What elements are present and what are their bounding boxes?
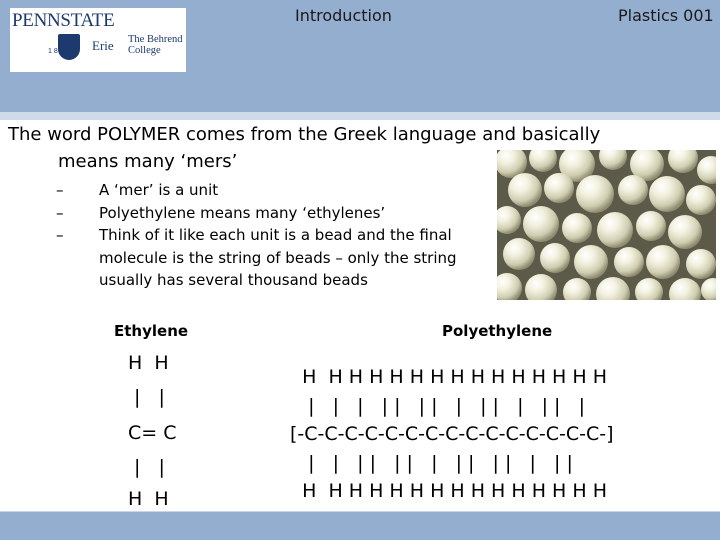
- ethylene-row: C= C: [128, 422, 177, 444]
- bullet-dash: –: [56, 181, 64, 199]
- ethylene-row: | |: [128, 456, 165, 478]
- list-item: [0, 179, 500, 202]
- logo-wordmark: PENNSTATE: [12, 10, 115, 31]
- list-item: [0, 202, 500, 225]
- ethylene-row: H H: [128, 488, 169, 510]
- header-stripe: [0, 112, 720, 120]
- ethylene-label: Ethylene: [114, 322, 189, 340]
- college-logo: [10, 8, 186, 72]
- course-code: Plastics 001: [618, 6, 714, 25]
- title-line-2: means many ‘mers’: [58, 151, 238, 172]
- logo-campus: Erie: [92, 38, 114, 53]
- section-title: Introduction: [295, 6, 392, 25]
- logo-year: 1855: [48, 48, 72, 55]
- title-line-1: The word POLYMER comes from the Greek language and basically: [8, 124, 601, 145]
- logo-college: The Behrend College: [128, 34, 183, 56]
- bullet-dash: –: [56, 226, 64, 244]
- bullet-list: [0, 179, 500, 292]
- ethylene-row: H H: [128, 352, 169, 374]
- polyethylene-row: H H H H H H H H H H H H H H H: [290, 366, 607, 388]
- polyethylene-row: | | | | | | | | | | | | | |: [290, 395, 585, 417]
- pearls-image: [497, 150, 716, 300]
- bullet-text: A ‘mer’ is a unit: [99, 181, 219, 199]
- shield-icon: [58, 34, 80, 60]
- polyethylene-row: | | | | | | | | | | | | | |: [290, 452, 573, 474]
- ethylene-row: | |: [128, 386, 165, 408]
- bullet-dash: –: [56, 203, 64, 222]
- polyethylene-row: H H H H H H H H H H H H H H H: [290, 480, 607, 502]
- bullet-text: Think of it like each unit is a bead and the final molecule is the string of beads – only the string usually has several thousand beads: [99, 226, 457, 289]
- bullet-text: Polyethylene means many ‘ethylenes’: [99, 203, 386, 222]
- list-item: [0, 224, 489, 292]
- polyethylene-label: Polyethylene: [442, 322, 553, 340]
- footer-bar: [0, 512, 720, 540]
- polyethylene-row: [-C-C-C-C-C-C-C-C-C-C-C-C-C-C-C-]: [290, 423, 614, 445]
